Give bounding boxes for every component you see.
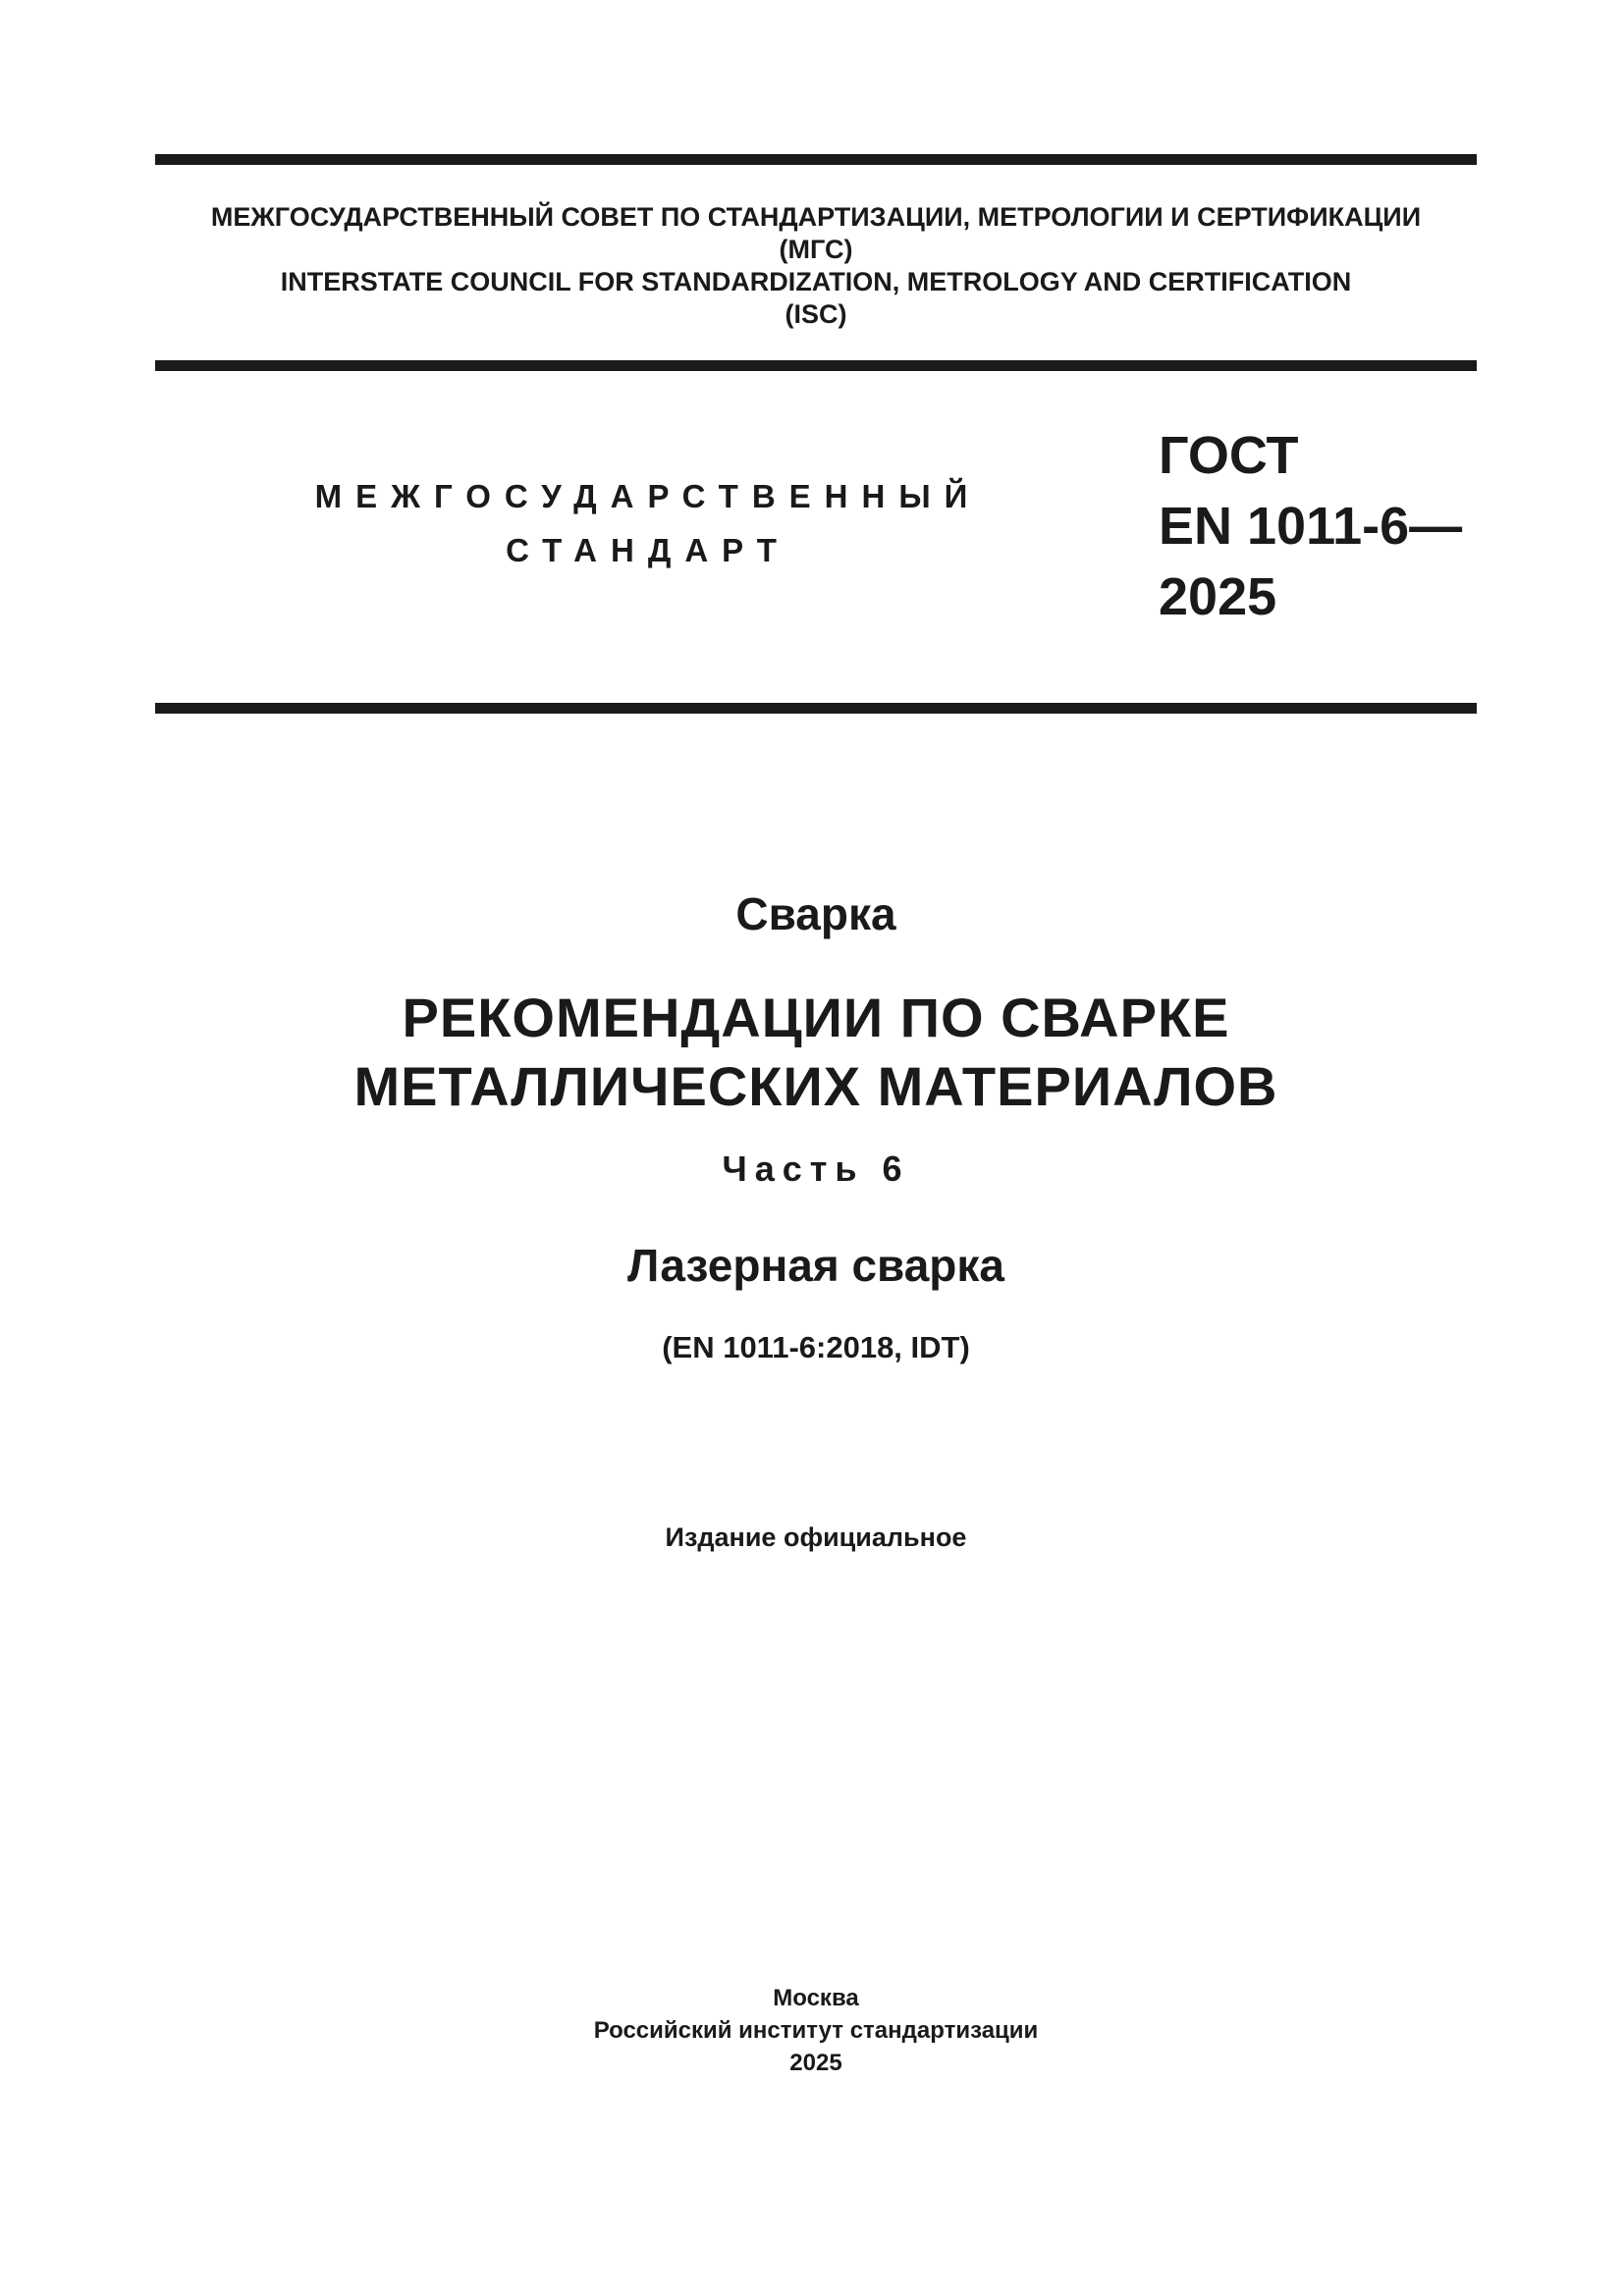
title-divider (155, 703, 1477, 714)
gost-line-1: ГОСТ (1159, 426, 1299, 485)
document-subtitle: Лазерная сварка (626, 1240, 1005, 1291)
imprint-publisher: Российский институт стандартизации (593, 2017, 1039, 2044)
document-subject: Сварка (735, 888, 896, 939)
council-abbr-ru: (МГС) (779, 235, 853, 264)
council-name-en: INTERSTATE COUNCIL FOR STANDARDIZATION, METROLOGY AND CERTIFICATION (280, 267, 1352, 296)
standard-kind-line-1: МЕЖГОСУДАРСТВЕННЫЙ (314, 478, 982, 514)
standard-kind (295, 469, 1001, 577)
document-reference: (EN 1011-6:2018, IDT) (662, 1330, 970, 1364)
gost-line-2: EN 1011-6— (1159, 497, 1463, 556)
top-divider (155, 154, 1477, 165)
gost-designation (1159, 420, 1462, 632)
document-title-line-1: РЕКОМЕНДАЦИИ ПО СВАРКЕ (402, 987, 1230, 1048)
edition-label: Издание официальное (665, 1522, 967, 1552)
document-part: Часть 6 (722, 1148, 910, 1189)
document-title (155, 984, 1477, 1121)
gost-line-3: 2025 (1159, 567, 1277, 626)
header-divider (155, 360, 1477, 371)
imprint-city: Москва (773, 1985, 859, 2011)
council-abbr-en: (ISC) (785, 299, 847, 329)
imprint-year: 2025 (789, 2050, 842, 2076)
council-header (155, 201, 1477, 331)
imprint (155, 1982, 1477, 2079)
document-title-line-2: МЕТАЛЛИЧЕСКИХ МАТЕРИАЛОВ (353, 1055, 1278, 1117)
standard-kind-line-2: СТАНДАРТ (506, 532, 790, 568)
council-name-ru: МЕЖГОСУДАРСТВЕННЫЙ СОВЕТ ПО СТАНДАРТИЗАЦИИ, МЕТРОЛОГИИ И СЕРТИФИКАЦИИ (210, 202, 1422, 232)
